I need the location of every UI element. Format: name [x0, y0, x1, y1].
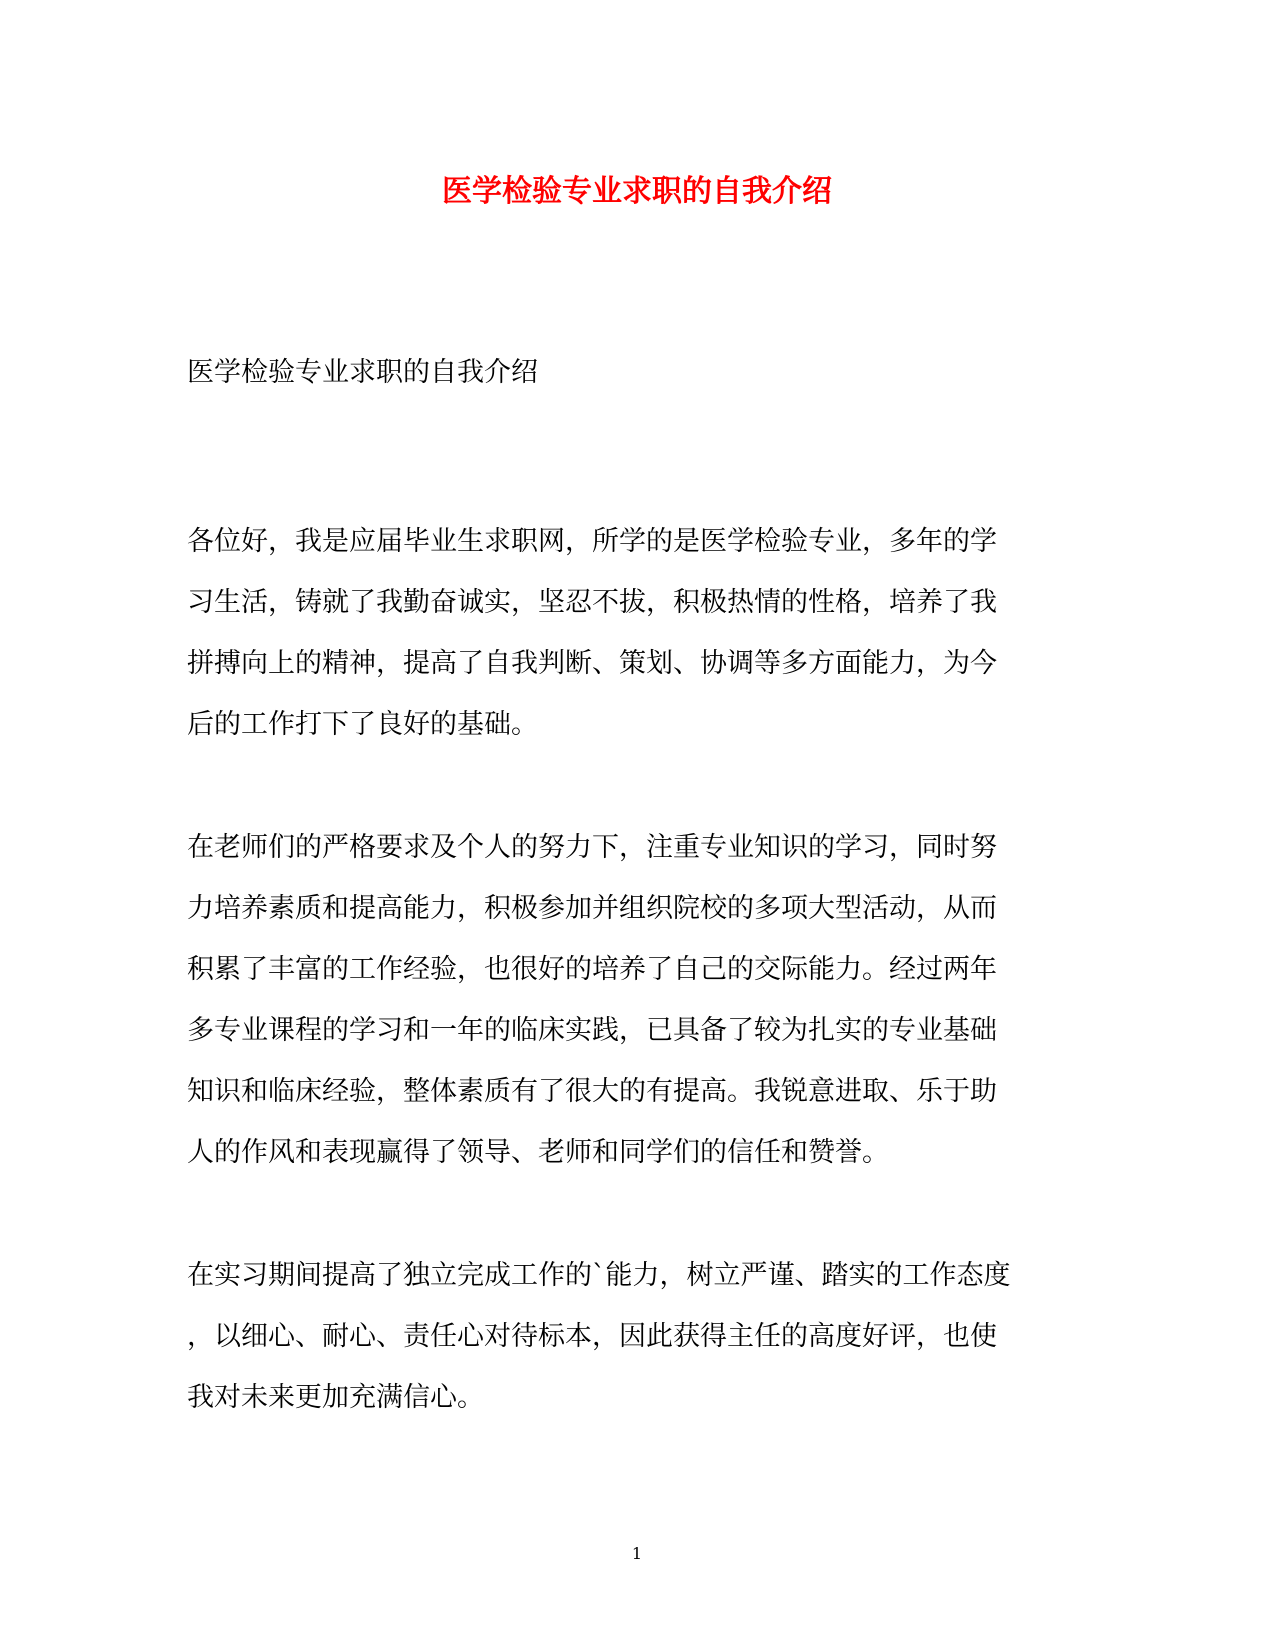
- paragraph-2-line-4: 多专业课程的学习和一年的临床实践，已具备了较为扎实的专业基础: [187, 1015, 997, 1046]
- paragraph-3-line-1: 在实习期间提高了独立完成工作的`能力，树立严谨、踏实的工作态度: [187, 1260, 1011, 1291]
- paragraph-2-line-6: 人的作风和表现赢得了领导、老师和同学们的信任和赞誉。: [187, 1137, 889, 1168]
- page-number: 1: [631, 1544, 643, 1563]
- document-subtitle: 医学检验专业求职的自我介绍: [187, 357, 538, 388]
- paragraph-3-line-2: ，以细心、耐心、责任心对待标本，因此获得主任的高度好评，也使: [187, 1321, 997, 1352]
- paragraph-1-line-2: 习生活，铸就了我勤奋诚实，坚忍不拔，积极热情的性格，培养了我: [187, 587, 997, 618]
- paragraph-1-line-1: 各位好，我是应届毕业生求职网，所学的是医学检验专业，多年的学: [187, 526, 997, 557]
- paragraph-1-line-4: 后的工作打下了良好的基础。: [187, 709, 538, 740]
- paragraph-2-line-2: 力培养素质和提高能力，积极参加并组织院校的多项大型活动，从而: [187, 893, 997, 924]
- paragraph-1-line-3: 拼搏向上的精神，提高了自我判断、策划、协调等多方面能力，为今: [187, 648, 997, 679]
- paragraph-3-line-3: 我对未来更加充满信心。: [187, 1382, 484, 1413]
- paragraph-2-line-1: 在老师们的严格要求及个人的努力下，注重专业知识的学习，同时努: [187, 832, 997, 863]
- document-title: 医学检验专业求职的自我介绍: [442, 174, 832, 209]
- paragraph-2-line-5: 知识和临床经验，整体素质有了很大的有提高。我锐意进取、乐于助: [187, 1076, 997, 1107]
- paragraph-2-line-3: 积累了丰富的工作经验，也很好的培养了自己的交际能力。经过两年: [187, 954, 997, 985]
